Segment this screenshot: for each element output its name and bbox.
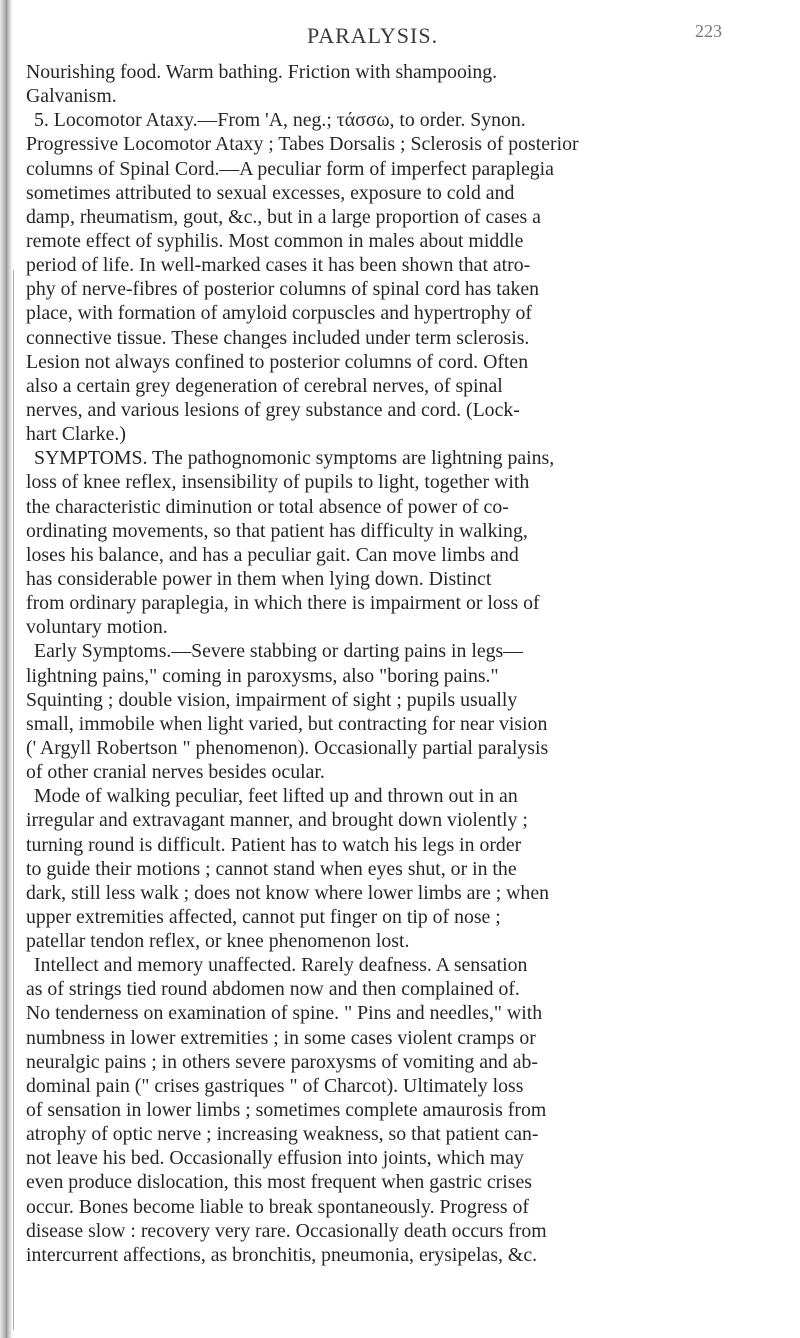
text-line: has considerable power in them when lying down. Distinct <box>26 567 492 590</box>
text-line: Squinting ; double vision, impairment of sight ; pupils usually <box>26 688 518 711</box>
text-line: even produce dislocation, this most frequent when gastric crises <box>26 1171 532 1194</box>
text-line: the characteristic diminution or total absence of power of co- <box>26 495 509 518</box>
text-line: of other cranial nerves besides ocular. <box>26 761 325 784</box>
text-line: columns of Spinal Cord.—A peculiar form of imperfect paraplegia <box>26 157 554 180</box>
text-line: voluntary motion. <box>26 616 168 639</box>
text-line: Mode of walking peculiar, feet lifted up and thrown out in an <box>34 785 518 808</box>
text-line: loses his balance, and has a peculiar gait. Can move limbs and <box>26 543 519 566</box>
text-line: Progressive Locomotor Ataxy ; Tabes Dorsalis ; Sclerosis of posterior <box>26 133 579 156</box>
text-line: damp, rheumatism, gout, &c., but in a large proportion of cases a <box>26 205 541 228</box>
gutter-line <box>13 270 14 1330</box>
book-spine-shadow <box>0 0 12 1338</box>
text-line: sometimes attributed to sexual excesses, exposure to cold and <box>26 181 515 204</box>
text-line: as of strings tied round abdomen now and then complained of. <box>26 978 520 1001</box>
text-line: intercurrent affections, as bronchitis, pneumonia, erysipelas, &c. <box>26 1243 538 1266</box>
text-line: 5. Locomotor Ataxy.—From 'A, neg.; τάσσω, to order. Synon. <box>34 109 526 132</box>
text-line: patellar tendon reflex, or knee phenomenon lost. <box>26 930 410 953</box>
text-line: (' Argyll Robertson " phenomenon). Occasionally partial paralysis <box>26 736 549 759</box>
text-line: occur. Bones become liable to break spontaneously. Progress of <box>26 1195 530 1218</box>
text-line: No tenderness on examination of spine. " Pins and needles," with <box>26 1002 543 1025</box>
text-line: to guide their motions ; cannot stand when eyes shut, or in the <box>26 857 517 880</box>
text-line: atrophy of optic nerve ; increasing weakness, so that patient can- <box>26 1123 539 1146</box>
text-line: not leave his bed. Occasionally effusion into joints, which may <box>26 1147 524 1170</box>
text-line: small, immobile when light varied, but contracting for near vision <box>26 712 548 735</box>
running-title: PARALYSIS. <box>307 23 439 48</box>
text-line: also a certain grey degeneration of cerebral nerves, of spinal <box>26 374 503 397</box>
text-line: SYMPTOMS. The pathognomonic symptoms are lightning pains, <box>34 447 555 470</box>
text-line: upper extremities affected, cannot put finger on tip of nose ; <box>26 905 501 928</box>
text-line: Nourishing food. Warm bathing. Friction with shampooing. <box>26 61 498 83</box>
text-line: irregular and extravagant manner, and brought down violently ; <box>26 809 528 832</box>
text-line: Galvanism. <box>26 85 117 108</box>
text-line: of sensation in lower limbs ; sometimes complete amaurosis from <box>26 1099 547 1122</box>
text-line: disease slow : recovery very rare. Occasionally death occurs from <box>26 1219 547 1242</box>
text-line: turning round is difficult. Patient has to watch his legs in order <box>26 833 522 856</box>
text-line: loss of knee reflex, insensibility of pupils to light, together with <box>26 471 530 494</box>
text-line: connective tissue. These changes included under term sclerosis. <box>26 326 530 349</box>
text-line: lightning pains," coming in paroxysms, also "boring pains." <box>26 664 499 687</box>
text-line: dominal pain (" crises gastriques " of Charcot). Ultimately loss <box>26 1074 524 1097</box>
text-line: period of life. In well-marked cases it has been shown that atro- <box>26 254 531 277</box>
text-line: place, with formation of amyloid corpuscles and hypertrophy of <box>26 302 532 325</box>
page-body <box>26 60 776 1267</box>
text-line: Intellect and memory unaffected. Rarely deafness. A sensation <box>34 954 528 977</box>
text-line: remote effect of syphilis. Most common in males about middle <box>26 229 524 252</box>
page-header <box>0 0 800 60</box>
page-number: 223 <box>695 21 722 41</box>
text-line: neuralgic pains ; in others severe paroxysms of vomiting and ab- <box>26 1050 538 1073</box>
text-line: hart Clarke.) <box>26 423 126 446</box>
text-line: ordinating movements, so that patient has difficulty in walking, <box>26 519 528 542</box>
text-line: phy of nerve-fibres of posterior columns of spinal cord has taken <box>26 278 540 301</box>
text-line: numbness in lower extremities ; in some cases violent cramps or <box>26 1026 536 1049</box>
text-line: Early Symptoms.—Severe stabbing or darting pains in legs— <box>34 640 523 663</box>
text-line: nerves, and various lesions of grey substance and cord. (Lock- <box>26 398 520 421</box>
text-line: Lesion not always confined to posterior columns of cord. Often <box>26 350 529 373</box>
text-line: from ordinary paraplegia, in which there is impairment or loss of <box>26 592 540 615</box>
text-line: dark, still less walk ; does not know where lower limbs are ; when <box>26 881 549 904</box>
